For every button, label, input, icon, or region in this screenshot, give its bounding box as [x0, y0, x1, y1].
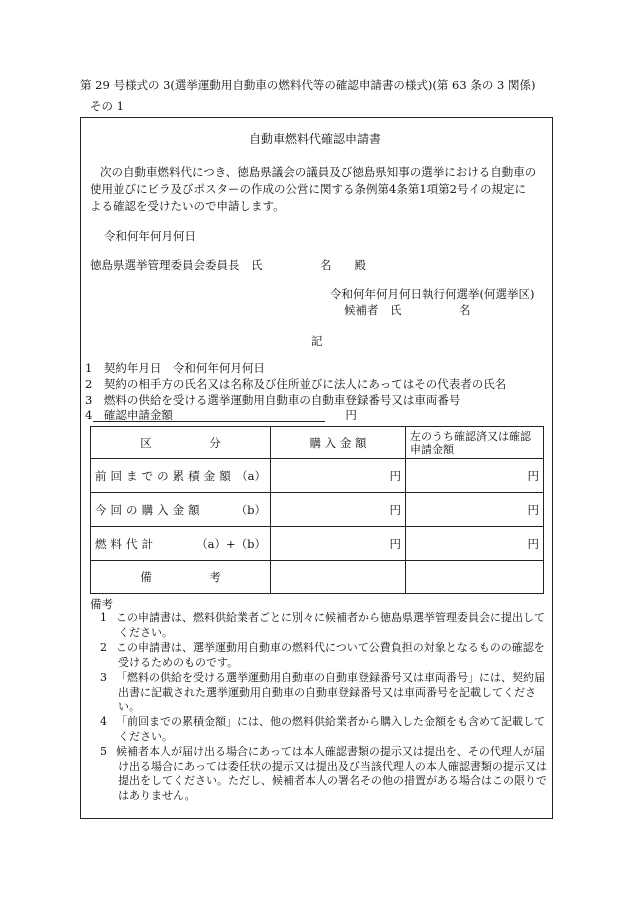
table-row: [91, 561, 544, 594]
application-date: 令和何年何月何日: [104, 229, 196, 243]
intro-line-3: よる確認を受けたいので申請します。: [90, 199, 285, 213]
header-category: 区 分: [91, 427, 271, 459]
header-confirmed-amount: 左のうち確認済又は確認申請金額: [406, 427, 544, 459]
row-label: 燃料代計 （a）+（b）: [91, 527, 271, 561]
item-contractor: 2 契約の相手方の氏名又は名称及び住所並びに法人にあってはその代表者の氏名: [85, 377, 507, 391]
document-title: 自動車燃料代確認申請書: [248, 132, 381, 146]
table-row: [91, 459, 544, 493]
item-vehicle-number: 3 燃料の供給を受ける選挙運動用自動車の自動車登録番号又は車両番号: [85, 393, 461, 407]
yen-cell: 円: [406, 527, 544, 561]
remarks-heading: 備考: [90, 597, 113, 611]
amount-underline: [93, 421, 325, 422]
election-name: 令和何年何月何日執行何選挙(何選挙区): [330, 287, 535, 301]
form-part: その 1: [90, 99, 124, 113]
row-label: 備 考: [91, 561, 271, 594]
form-label: 第 29 号様式の 3(選挙運動用自動車の燃料代等の確認申請書の様式)(第 63 条の 3 関係): [80, 78, 536, 92]
yen-cell: 円: [271, 493, 406, 527]
table-row: [91, 527, 544, 561]
note-1: 1 この申請書は、燃料供給業者ごとに別々に候補者から徳島県選挙管理委員会に提出してください。: [100, 611, 545, 639]
ki-marker: 記: [311, 334, 323, 348]
row-label: 前回までの累積金額 （a）: [91, 459, 271, 493]
item-amount: 4 確認申請金額 円: [85, 408, 357, 422]
yen-cell: 円: [406, 493, 544, 527]
remarks-cell: [406, 561, 544, 594]
table-row: [91, 493, 544, 527]
item-contract-date: 1 契約年月日 令和何年何月何日: [85, 361, 265, 375]
remarks-cell: [271, 561, 406, 594]
amount-table: [90, 426, 544, 594]
yen-cell: 円: [271, 527, 406, 561]
header-purchase-amount: 購 入 金 額: [271, 427, 406, 459]
note-4: 4 「前回までの累積金額」には、他の燃料供給業者から購入した金額をも含めて記載してください。: [100, 715, 545, 743]
note-2: 2 この申請書は、選挙運動用自動車の燃料代について公費負担の対象となるものの確認を受けるためのものです。: [100, 641, 545, 669]
addressee: 徳島県選挙管理委員会委員長 氏 名 殿: [90, 258, 366, 272]
yen-cell: 円: [271, 459, 406, 493]
yen-cell: 円: [406, 459, 544, 493]
candidate-name: 候補者 氏 名: [344, 303, 471, 317]
row-label: 今回の購入金額 （b）: [91, 493, 271, 527]
note-5: 5 候補者本人が届け出る場合にあっては本人確認書類の提示又は提出を、その代理人が届け出る場合にあっては委任状の提示又は提出及び当該代理人の本人確認書類の提示又は提出をしてください。ただし、候補者本人の署名その他の措置がある場合はこの限りではありません。: [100, 745, 547, 802]
intro-line-1: 次の自動車燃料代につき、徳島県議会の議員及び徳島県知事の選挙における自動車の: [100, 165, 537, 179]
intro-line-2: 使用並びにビラ及びポスターの作成の公営に関する条例第4条第1項第2号イの規定に: [90, 182, 526, 196]
table-header-row: [91, 427, 544, 459]
note-3: 3 「燃料の供給を受ける選挙運動用自動車の自動車登録番号又は車両番号」には、契約届出書に記載された選挙運動用自動車の自動車登録番号又は車両番号を記載してください。: [100, 671, 545, 713]
